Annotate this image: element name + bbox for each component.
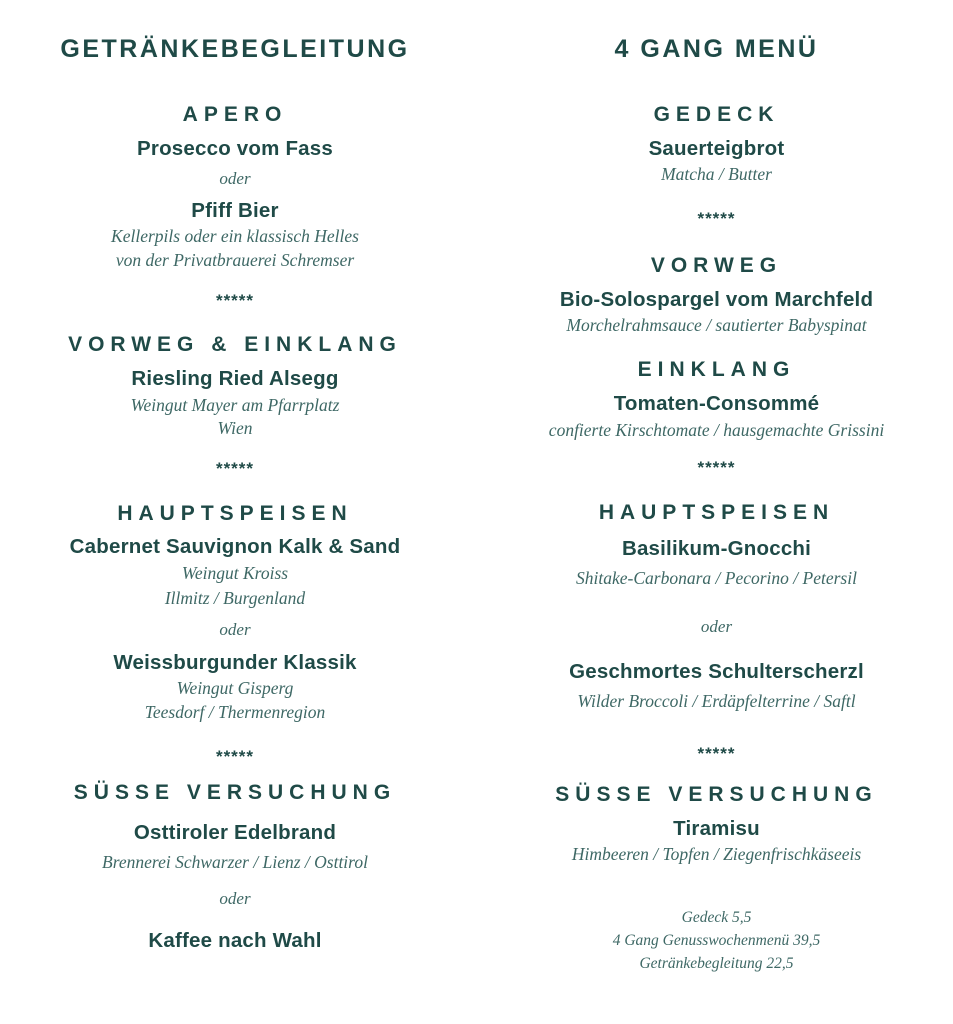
separator: ***** — [215, 291, 255, 310]
price-menu: 4 Gang Genusswochenmenü 39,5 — [612, 932, 821, 949]
separator: ***** — [215, 747, 255, 766]
item-description: von der Privatbrauerei Schremser — [115, 250, 355, 270]
item-description: Weingut Mayer am Pfarrplatz — [130, 395, 340, 415]
separator: ***** — [697, 744, 736, 763]
menu-item: Kaffee nach Wahl — [148, 929, 322, 952]
menu-item: Sauerteigbrot — [648, 137, 785, 160]
gedeck-heading: GEDECK — [653, 103, 780, 126]
separator: ***** — [697, 458, 736, 477]
oder-text: oder — [219, 620, 251, 639]
item-description: Kellerpils oder ein klassisch Helles — [111, 226, 359, 246]
menu-item: Osttiroler Edelbrand — [133, 821, 337, 844]
item-description: confierte Kirschtomate / hausgemachte Grissini — [548, 420, 885, 440]
einklang-heading: EINKLANG — [637, 358, 796, 381]
menu-item: Geschmortes Schulterscherzl — [569, 660, 864, 683]
item-description: Himbeeren / Topfen / Ziegenfrischkäseeis — [571, 844, 862, 864]
item-description: Wilder Broccoli / Erdäpfelterrine / Saftl — [577, 691, 856, 711]
item-description: Weingut Gisperg — [176, 678, 294, 698]
menu-item: Cabernet Sauvignon Kalk & Sand — [69, 535, 401, 558]
apero-heading: APERO — [182, 103, 288, 126]
menu-item: Pfiff Bier — [191, 199, 279, 222]
separator: ***** — [697, 209, 736, 228]
drinks-title: GETRÄNKEBEGLEITUNG — [60, 35, 410, 63]
oder-text: oder — [219, 889, 251, 908]
menu-item: Prosecco vom Fass — [137, 137, 333, 160]
hauptspeisen-heading: HAUPTSPEISEN — [117, 502, 353, 525]
vorweg-einklang-heading: VORWEG & EINKLANG — [68, 333, 402, 356]
menu-item: Riesling Ried Alsegg — [131, 367, 339, 390]
item-description: Teesdorf / Thermenregion — [144, 702, 326, 722]
separator: ***** — [215, 459, 255, 478]
item-description: Weingut Kroiss — [181, 563, 289, 583]
oder-text: oder — [700, 617, 733, 636]
menu-item: Basilikum-Gnocchi — [621, 537, 812, 560]
menu-item: Weissburgunder Klassik — [113, 651, 357, 674]
item-description: Brennerei Schwarzer / Lienz / Osttirol — [102, 852, 368, 872]
menu-item: Tomaten-Consommé — [613, 392, 820, 415]
suesse-versuchung-heading: SÜSSE VERSUCHUNG — [73, 781, 397, 804]
price-getraenkebegleitung: Getränkebegleitung 22,5 — [639, 955, 794, 972]
suesse-versuchung-heading: SÜSSE VERSUCHUNG — [555, 783, 878, 806]
item-description: Morchelrahmsauce / sautierter Babyspinat — [566, 315, 867, 335]
item-description: Illmitz / Burgenland — [164, 588, 306, 608]
hauptspeisen-heading: HAUPTSPEISEN — [598, 501, 835, 524]
menu-item: Tiramisu — [673, 817, 760, 840]
item-description: Shitake-Carbonara / Pecorino / Petersil — [576, 568, 857, 588]
menu-item: Bio-Solospargel vom Marchfeld — [559, 288, 874, 311]
price-gedeck: Gedeck 5,5 — [681, 909, 752, 926]
item-description: Wien — [217, 418, 253, 438]
vorweg-heading: VORWEG — [650, 254, 783, 277]
item-description: Matcha / Butter — [661, 164, 772, 184]
menu-title: 4 GANG MENÜ — [614, 35, 819, 63]
oder-text: oder — [219, 169, 251, 188]
